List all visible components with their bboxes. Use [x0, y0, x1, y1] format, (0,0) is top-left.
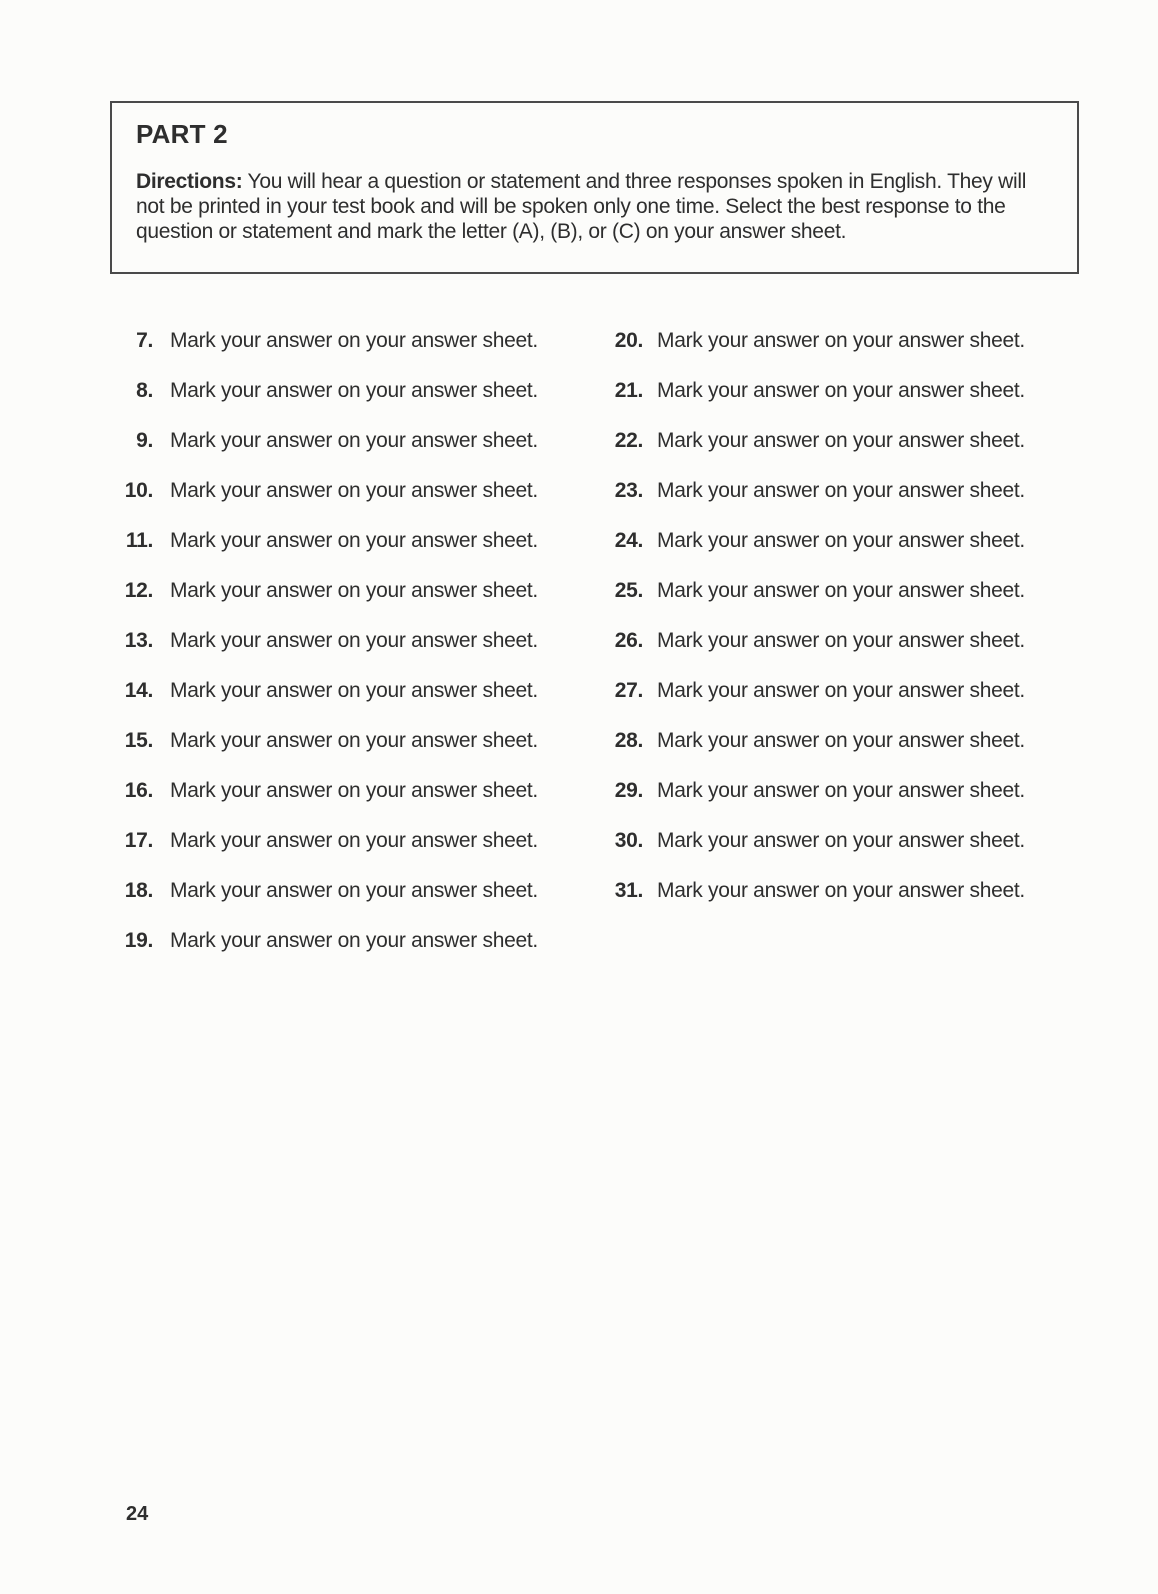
- page-number: 24: [126, 1503, 149, 1525]
- question-number: 16.: [124, 779, 153, 802]
- question-number: 9.: [136, 429, 153, 452]
- question-text: Mark your answer on your answer sheet.: [170, 679, 538, 702]
- question-row: [105, 316, 538, 366]
- question-row: [595, 666, 1025, 716]
- question-number: 19.: [124, 929, 153, 952]
- question-number: 27.: [614, 679, 643, 702]
- question-number: 23.: [614, 479, 643, 502]
- question-row: [595, 516, 1025, 566]
- question-number: 24.: [614, 529, 643, 552]
- question-number: 30.: [614, 829, 643, 852]
- question-text: Mark your answer on your answer sheet.: [657, 679, 1025, 702]
- question-text: Mark your answer on your answer sheet.: [657, 379, 1025, 402]
- question-row: [105, 566, 538, 616]
- question-row: [595, 616, 1025, 666]
- question-number: 13.: [124, 629, 153, 652]
- question-text: Mark your answer on your answer sheet.: [170, 529, 538, 552]
- question-row: [595, 366, 1025, 416]
- question-row: [595, 316, 1025, 366]
- question-text: Mark your answer on your answer sheet.: [657, 479, 1025, 502]
- question-text: Mark your answer on your answer sheet.: [170, 779, 538, 802]
- question-row: [105, 766, 538, 816]
- question-number: 10.: [124, 479, 153, 502]
- question-text: Mark your answer on your answer sheet.: [170, 579, 538, 602]
- directions-line-1-text: You will hear a question or statement and three responses spoken in English. They will: [247, 170, 1027, 193]
- question-list-right: [595, 316, 1025, 916]
- question-row: [105, 366, 538, 416]
- question-text: Mark your answer on your answer sheet.: [657, 829, 1025, 852]
- directions-text: [136, 169, 1026, 244]
- question-row: [105, 816, 538, 866]
- question-number: 22.: [614, 429, 643, 452]
- question-number: 29.: [614, 779, 643, 802]
- question-text: Mark your answer on your answer sheet.: [170, 329, 538, 352]
- question-text: Mark your answer on your answer sheet.: [170, 479, 538, 502]
- question-number: 11.: [125, 529, 153, 552]
- question-text: Mark your answer on your answer sheet.: [170, 829, 538, 852]
- question-text: Mark your answer on your answer sheet.: [657, 329, 1025, 352]
- question-row: [105, 416, 538, 466]
- question-number: 18.: [124, 879, 153, 902]
- question-text: Mark your answer on your answer sheet.: [657, 879, 1025, 902]
- directions-line-3: question or statement and mark the letter (A), (B), or (C) on your answer sheet.: [136, 220, 847, 243]
- question-row: [595, 566, 1025, 616]
- question-text: Mark your answer on your answer sheet.: [657, 529, 1025, 552]
- question-text: Mark your answer on your answer sheet.: [170, 379, 538, 402]
- question-row: [105, 916, 538, 966]
- question-number: 8.: [136, 379, 153, 402]
- question-number: 7.: [136, 329, 153, 352]
- question-text: Mark your answer on your answer sheet.: [657, 629, 1025, 652]
- directions-label: Directions:: [136, 170, 243, 193]
- question-text: Mark your answer on your answer sheet.: [657, 729, 1025, 752]
- question-row: [595, 466, 1025, 516]
- question-row: [105, 516, 538, 566]
- question-text: Mark your answer on your answer sheet.: [170, 429, 538, 452]
- question-number: 14.: [124, 679, 153, 702]
- question-text: Mark your answer on your answer sheet.: [657, 579, 1025, 602]
- question-row: [105, 716, 538, 766]
- question-text: Mark your answer on your answer sheet.: [170, 629, 538, 652]
- question-list-left: [105, 316, 538, 966]
- question-row: [105, 616, 538, 666]
- directions-box: [110, 101, 1079, 274]
- question-number: 20.: [614, 329, 643, 352]
- question-row: [595, 816, 1025, 866]
- question-number: 31.: [614, 879, 643, 902]
- question-text: Mark your answer on your answer sheet.: [170, 929, 538, 952]
- question-text: Mark your answer on your answer sheet.: [170, 729, 538, 752]
- question-text: Mark your answer on your answer sheet.: [170, 879, 538, 902]
- question-number: 21.: [614, 379, 643, 402]
- question-row: [595, 716, 1025, 766]
- question-number: 15.: [124, 729, 153, 752]
- question-number: 28.: [614, 729, 643, 752]
- question-number: 17.: [124, 829, 153, 852]
- question-row: [105, 866, 538, 916]
- question-number: 25.: [614, 579, 643, 602]
- directions-line-2: not be printed in your test book and will be spoken only one time. Select the best response to the: [136, 195, 1006, 218]
- question-number: 12.: [124, 579, 153, 602]
- directions-line-1: [136, 169, 1026, 194]
- part-title: PART 2: [136, 119, 228, 149]
- question-text: Mark your answer on your answer sheet.: [657, 429, 1025, 452]
- question-row: [595, 416, 1025, 466]
- question-text: Mark your answer on your answer sheet.: [657, 779, 1025, 802]
- question-number: 26.: [614, 629, 643, 652]
- question-row: [105, 466, 538, 516]
- question-row: [595, 866, 1025, 916]
- question-row: [105, 666, 538, 716]
- question-row: [595, 766, 1025, 816]
